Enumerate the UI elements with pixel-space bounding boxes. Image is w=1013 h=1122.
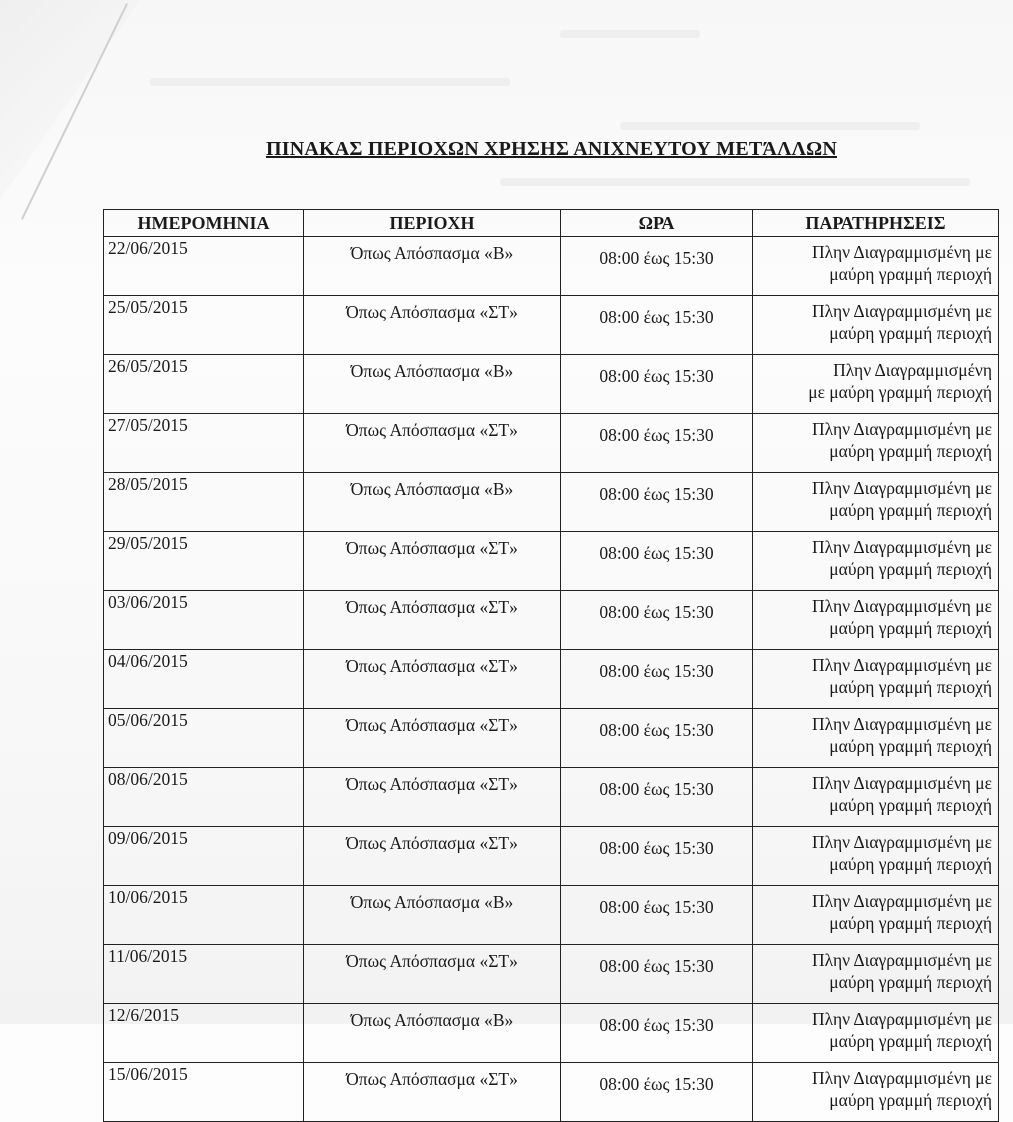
row-notes-line-2: μαύρη γραμμή περιοχή xyxy=(829,972,992,992)
column-header-notes: ΠΑΡΑΤΗΡΗΣΕΙΣ xyxy=(753,210,999,237)
row-time: 08:00 έως 15:30 xyxy=(561,237,753,296)
row-notes xyxy=(753,237,999,296)
row-notes xyxy=(753,709,999,768)
bleed-through-mark xyxy=(620,122,920,130)
row-region: Όπως Απόσπασμα «Β» xyxy=(304,1004,561,1063)
row-region: Όπως Απόσπασμα «Β» xyxy=(304,473,561,532)
row-date: 04/06/2015 xyxy=(104,650,304,709)
row-notes xyxy=(753,827,999,886)
row-notes-line-2: μαύρη γραμμή περιοχή xyxy=(829,854,992,874)
table-row xyxy=(104,414,999,473)
row-notes-line-1: Πλην Διαγραμμισμένη με xyxy=(811,596,992,616)
row-notes-line-1: Πλην Διαγραμμισμένη με xyxy=(811,301,992,321)
row-region: Όπως Απόσπασμα «ΣΤ» xyxy=(304,709,561,768)
row-time: 08:00 έως 15:30 xyxy=(561,1004,753,1063)
document-title-text: ΠΙΝΑΚΑΣ ΠΕΡΙΟΧΩΝ ΧΡΗΣΗΣ ΑΝΙΧΝΕΥΤΟΥ ΜΕΤΆΛΛΩΝ xyxy=(265,138,837,160)
row-time: 08:00 έως 15:30 xyxy=(561,827,753,886)
row-notes xyxy=(753,1063,999,1122)
bleed-through-mark xyxy=(500,178,970,186)
row-notes-line-1: Πλην Διαγραμμισμένη με xyxy=(811,242,992,262)
table-row xyxy=(104,827,999,886)
row-notes-line-1: Πλην Διαγραμμισμένη με xyxy=(811,655,992,675)
row-date: 08/06/2015 xyxy=(104,768,304,827)
row-date: 15/06/2015 xyxy=(104,1063,304,1122)
row-notes-line-2: μαύρη γραμμή περιοχή xyxy=(829,736,992,756)
table-row xyxy=(104,237,999,296)
table-row xyxy=(104,650,999,709)
table-row xyxy=(104,355,999,414)
table-body xyxy=(104,237,999,1122)
row-date: 09/06/2015 xyxy=(104,827,304,886)
row-notes-line-1: Πλην Διαγραμμισμένη με xyxy=(811,950,992,970)
row-notes-line-2: μαύρη γραμμή περιοχή xyxy=(829,913,992,933)
row-notes-line-2: με μαύρη γραμμή περιοχή xyxy=(808,382,992,402)
table-row xyxy=(104,709,999,768)
row-time: 08:00 έως 15:30 xyxy=(561,945,753,1004)
row-notes-line-2: μαύρη γραμμή περιοχή xyxy=(829,795,992,815)
column-header-time: ΩΡΑ xyxy=(561,210,753,237)
row-date: 26/05/2015 xyxy=(104,355,304,414)
row-notes-line-1: Πλην Διαγραμμισμένη με xyxy=(811,714,992,734)
row-time: 08:00 έως 15:30 xyxy=(561,1063,753,1122)
table-row xyxy=(104,591,999,650)
row-notes xyxy=(753,473,999,532)
row-time: 08:00 έως 15:30 xyxy=(561,768,753,827)
row-date: 29/05/2015 xyxy=(104,532,304,591)
bleed-through-mark xyxy=(560,30,700,38)
row-notes-line-1: Πλην Διαγραμμισμένη με xyxy=(811,832,992,852)
row-notes xyxy=(753,355,999,414)
table-row xyxy=(104,532,999,591)
row-region: Όπως Απόσπασμα «ΣΤ» xyxy=(304,650,561,709)
row-date: 03/06/2015 xyxy=(104,591,304,650)
row-date: 12/6/2015 xyxy=(104,1004,304,1063)
row-date: 28/05/2015 xyxy=(104,473,304,532)
row-notes-line-2: μαύρη γραμμή περιοχή xyxy=(829,264,992,284)
row-notes-line-2: μαύρη γραμμή περιοχή xyxy=(829,1090,992,1110)
row-notes xyxy=(753,768,999,827)
row-time: 08:00 έως 15:30 xyxy=(561,591,753,650)
row-region: Όπως Απόσπασμα «ΣΤ» xyxy=(304,768,561,827)
row-time: 08:00 έως 15:30 xyxy=(561,532,753,591)
column-header-date: ΗΜΕΡΟΜΗΝΙΑ xyxy=(104,210,304,237)
row-notes-line-2: μαύρη γραμμή περιοχή xyxy=(829,1031,992,1051)
row-notes-line-2: μαύρη γραμμή περιοχή xyxy=(829,323,992,343)
row-notes-line-1: Πλην Διαγραμμισμένη με xyxy=(811,419,992,439)
row-region: Όπως Απόσπασμα «Β» xyxy=(304,355,561,414)
table-row xyxy=(104,1063,999,1122)
row-date: 25/05/2015 xyxy=(104,296,304,355)
row-region: Όπως Απόσπασμα «ΣΤ» xyxy=(304,945,561,1004)
row-time: 08:00 έως 15:30 xyxy=(561,355,753,414)
row-notes-line-1: Πλην Διαγραμμισμένη xyxy=(833,360,992,380)
row-region: Όπως Απόσπασμα «ΣΤ» xyxy=(304,296,561,355)
row-date: 27/05/2015 xyxy=(104,414,304,473)
table-row xyxy=(104,945,999,1004)
row-notes-line-1: Πλην Διαγραμμισμένη με xyxy=(811,1068,992,1088)
row-date: 11/06/2015 xyxy=(104,945,304,1004)
table-row xyxy=(104,886,999,945)
row-region: Όπως Απόσπασμα «Β» xyxy=(304,886,561,945)
row-region: Όπως Απόσπασμα «ΣΤ» xyxy=(304,827,561,886)
row-region: Όπως Απόσπασμα «ΣΤ» xyxy=(304,1063,561,1122)
row-notes-line-2: μαύρη γραμμή περιοχή xyxy=(829,559,992,579)
row-date: 10/06/2015 xyxy=(104,886,304,945)
row-time: 08:00 έως 15:30 xyxy=(561,414,753,473)
row-notes-line-2: μαύρη γραμμή περιοχή xyxy=(829,677,992,697)
row-time: 08:00 έως 15:30 xyxy=(561,650,753,709)
table-row xyxy=(104,296,999,355)
row-notes-line-2: μαύρη γραμμή περιοχή xyxy=(829,618,992,638)
row-notes-line-1: Πλην Διαγραμμισμένη με xyxy=(811,1009,992,1029)
row-notes xyxy=(753,945,999,1004)
row-notes xyxy=(753,886,999,945)
row-region: Όπως Απόσπασμα «ΣΤ» xyxy=(304,414,561,473)
row-time: 08:00 έως 15:30 xyxy=(561,296,753,355)
table-row xyxy=(104,768,999,827)
row-notes-line-2: μαύρη γραμμή περιοχή xyxy=(829,441,992,461)
row-date: 22/06/2015 xyxy=(104,237,304,296)
row-notes-line-1: Πλην Διαγραμμισμένη με xyxy=(811,478,992,498)
row-notes xyxy=(753,532,999,591)
table-row xyxy=(104,1004,999,1063)
row-notes xyxy=(753,296,999,355)
row-date: 05/06/2015 xyxy=(104,709,304,768)
row-notes-line-1: Πλην Διαγραμμισμένη με xyxy=(811,773,992,793)
row-time: 08:00 έως 15:30 xyxy=(561,709,753,768)
row-region: Όπως Απόσπασμα «ΣΤ» xyxy=(304,532,561,591)
table-row xyxy=(104,473,999,532)
row-notes xyxy=(753,1004,999,1063)
row-region: Όπως Απόσπασμα «Β» xyxy=(304,237,561,296)
bleed-through-mark xyxy=(150,78,510,86)
column-header-region: ΠΕΡΙΟΧΗ xyxy=(304,210,561,237)
row-time: 08:00 έως 15:30 xyxy=(561,473,753,532)
row-notes xyxy=(753,591,999,650)
row-region: Όπως Απόσπασμα «ΣΤ» xyxy=(304,591,561,650)
row-notes-line-2: μαύρη γραμμή περιοχή xyxy=(829,500,992,520)
row-time: 08:00 έως 15:30 xyxy=(561,886,753,945)
document-title xyxy=(0,138,1013,161)
row-notes-line-1: Πλην Διαγραμμισμένη με xyxy=(811,537,992,557)
table-header-row xyxy=(104,210,999,237)
page-fold xyxy=(0,0,140,200)
row-notes xyxy=(753,650,999,709)
schedule-table xyxy=(103,209,999,1122)
row-notes xyxy=(753,414,999,473)
row-notes-line-1: Πλην Διαγραμμισμένη με xyxy=(811,891,992,911)
